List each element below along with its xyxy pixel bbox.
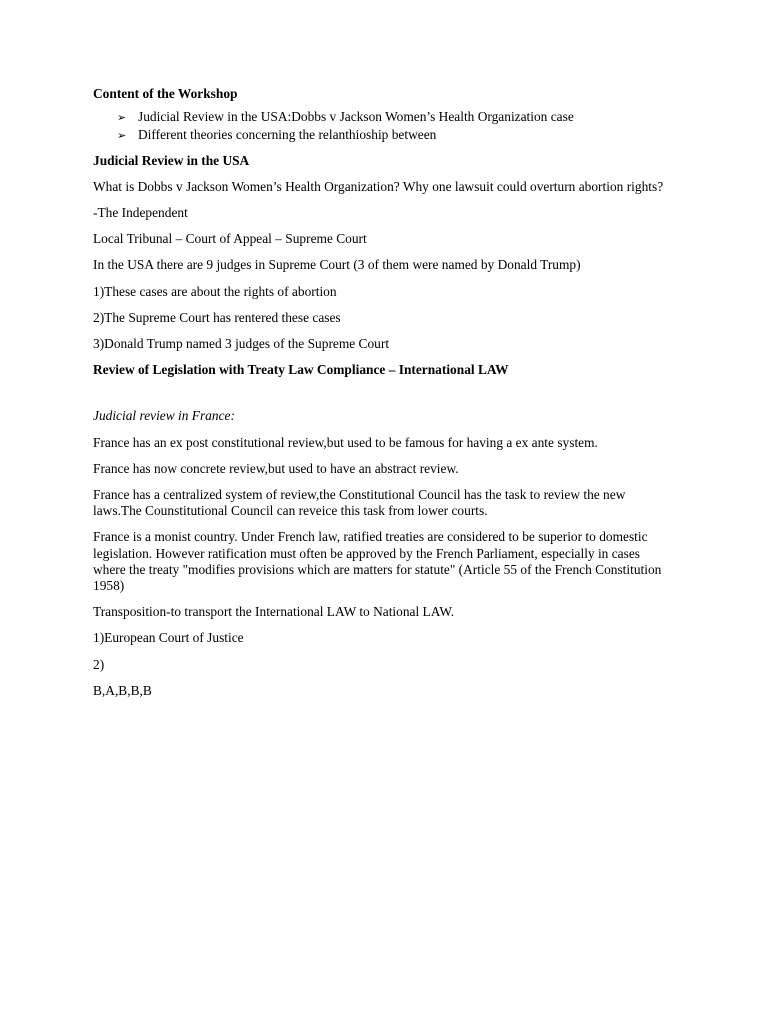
usa-heading: Judicial Review in the USA xyxy=(93,152,250,168)
paragraph: France is a monist country. Under French law, ratified treaties are considered to be superior to domestic legislation. However ratification must often be approved by the French Parliament, especially in cases where the treaty "modifies provisions which are matters for statute" (Article 55 of the French Constitution 1958) xyxy=(93,529,662,594)
workshop-heading: Content of the Workshop xyxy=(93,86,238,101)
paragraph: France has an ex post constitutional review,but used to be famous for having a ex ante system. xyxy=(93,434,598,450)
paragraph: What is Dobbs v Jackson Women’s Health Organization? Why one lawsuit could overturn abortion rights? xyxy=(93,178,664,194)
paragraph: 2)The Supreme Court has rentered these cases xyxy=(93,309,341,325)
paragraph: France has now concrete review,but used to have an abstract review. xyxy=(93,460,459,476)
bullet-text: Different theories concerning the relanthioship between xyxy=(138,127,437,143)
paragraph: 2) xyxy=(93,656,105,672)
arrowhead-bullet-icon: ➢ xyxy=(117,112,127,125)
paragraph: Transposition-to transport the International LAW to National LAW. xyxy=(93,604,455,620)
paragraph: Local Tribunal – Court of Appeal – Supreme Court xyxy=(93,231,367,247)
arrowhead-bullet-icon: ➢ xyxy=(117,130,127,143)
paragraph: France has a centralized system of review,the Constitutional Council has the task to review the new laws.The Counstitutional Council can reveice this task from lower courts. xyxy=(93,487,626,519)
legislation-heading: Review of Legislation with Treaty Law Compliance – International LAW xyxy=(93,362,509,378)
france-heading: Judicial review in France: xyxy=(93,408,235,424)
paragraph: In the USA there are 9 judges in Supreme Court (3 of them were named by Donald Trump) xyxy=(93,257,581,273)
paragraph: -The Independent xyxy=(93,205,188,221)
bullet-item xyxy=(93,127,673,144)
paragraph: 1)European Court of Justice xyxy=(93,630,244,646)
document-page xyxy=(93,86,673,709)
paragraph: 3)Donald Trump named 3 judges of the Supreme Court xyxy=(93,336,390,352)
workshop-bullet-list xyxy=(93,109,673,144)
bullet-text: Judicial Review in the USA:Dobbs v Jackson Women’s Health Organization case xyxy=(138,109,574,125)
bullet-item xyxy=(93,109,673,126)
paragraph: B,A,B,B,B xyxy=(93,682,152,698)
paragraph: 1)These cases are about the rights of abortion xyxy=(93,283,337,299)
